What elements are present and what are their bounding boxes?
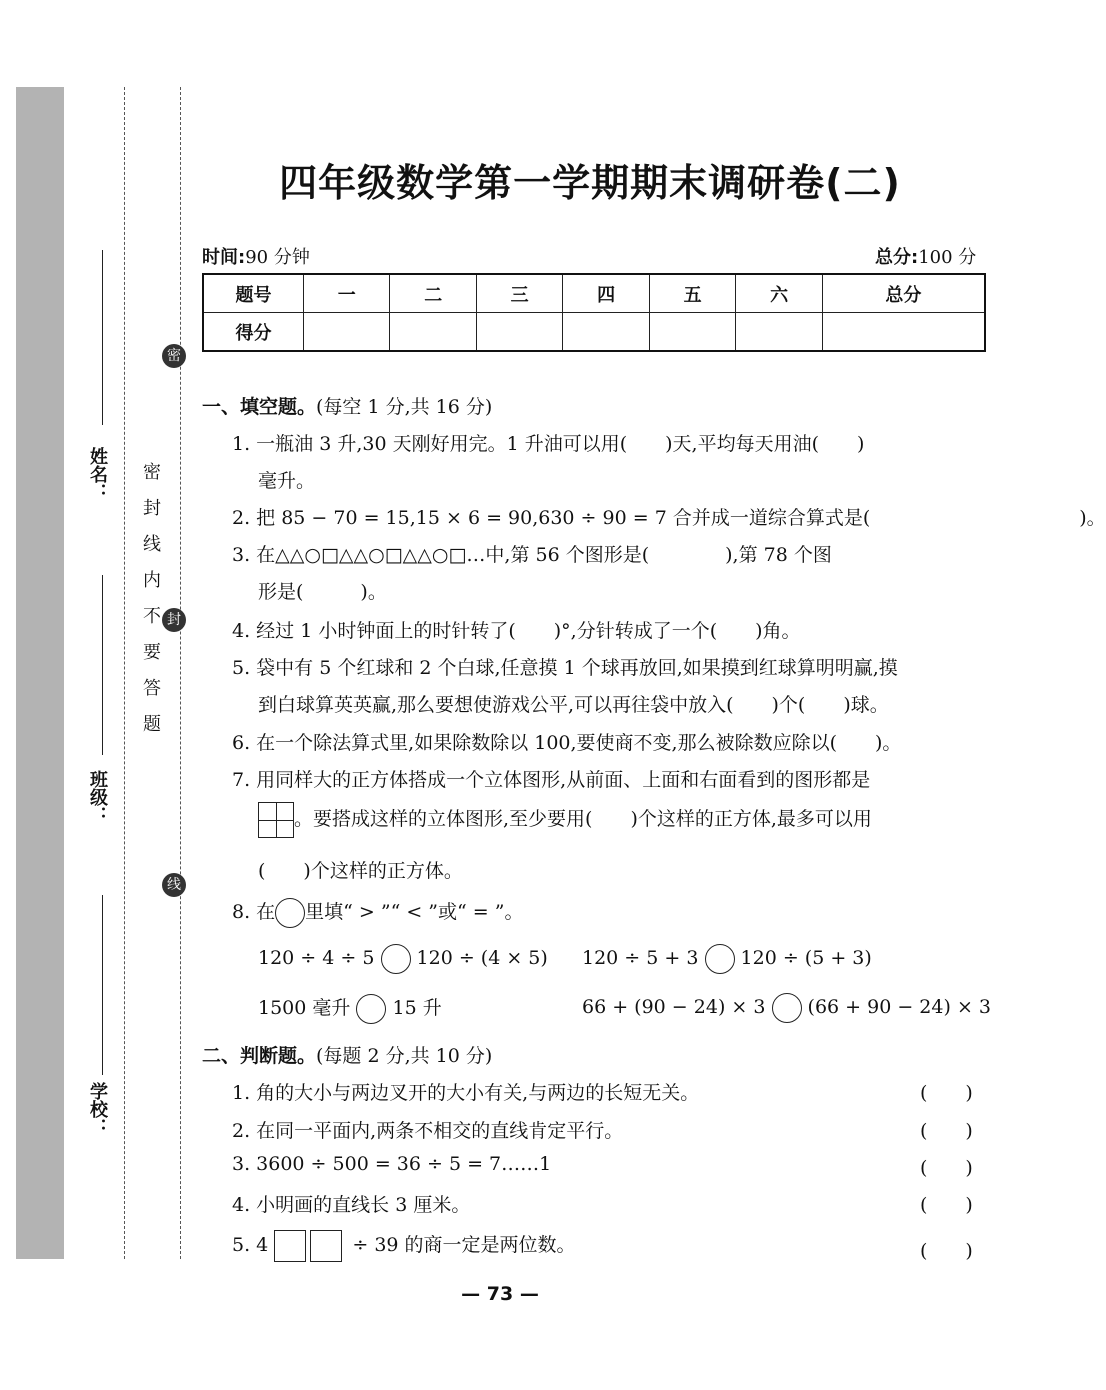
q1-line2: 毫升。: [258, 470, 316, 492]
q2-line: 2. 把 85 − 70 = 15,15 × 6 = 90,630 ÷ 90 = 7 合并成一道综合算式是( )。: [232, 507, 1106, 529]
q5-line2: 到白球算英英赢,那么要想使游戏公平,可以再往袋中放入( )个( )球。: [258, 694, 889, 716]
name-underline: [102, 250, 103, 425]
compare-3-right: 15 升: [392, 997, 442, 1019]
compare-4-left: 66 + (90 − 24) × 3: [582, 996, 766, 1018]
circle-icon: [275, 898, 305, 928]
page-number: — 73 —: [461, 1283, 539, 1305]
score-cell[interactable]: [304, 313, 390, 352]
q5-line1: 5. 袋中有 5 个红球和 2 个白球,任意摸 1 个球再放回,如果摸到红球算明明赢,摸: [232, 657, 898, 679]
school-label: 学校：: [87, 1082, 108, 1136]
q8-post: 里填“ > ”“ < ”或“ = ”。: [305, 901, 524, 923]
compare-3: [258, 993, 442, 1024]
q1-line1: 1. 一瓶油 3 升,30 天刚好用完。1 升油可以用( )天,平均每天用油( ): [232, 433, 865, 455]
judge-q2-answer[interactable]: ( ): [920, 1120, 973, 1142]
q8-pre: 8. 在: [232, 901, 276, 923]
score-header-cell: 四: [563, 274, 649, 313]
total-label: 总分:: [875, 247, 919, 268]
school-underline: [102, 895, 103, 1075]
time-label: 时间:: [202, 247, 246, 268]
page-title: 四年级数学第一学期期末调研卷(二): [279, 161, 901, 205]
section1-note: (每空 1 分,共 16 分): [316, 396, 493, 418]
score-header-row: [203, 274, 985, 313]
q3-line1: 3. 在△△○□△△○□△△○□…中,第 56 个图形是( ),第 78 个图: [232, 544, 832, 566]
compare-2: [582, 944, 872, 974]
q6-line: 6. 在一个除法算式里,如果除数除以 100,要使商不变,那么被除数应除以( )。: [232, 732, 902, 754]
q4-line: 4. 经过 1 小时钟面上的时针转了( )°,分针转成了一个( )角。: [232, 620, 801, 642]
q7-line2: [258, 802, 872, 838]
judge-q5-answer[interactable]: ( ): [920, 1240, 973, 1262]
score-row: [203, 313, 985, 352]
seal-mi: 密: [162, 344, 186, 368]
score-header-cell: 一: [304, 274, 390, 313]
judge-q3-answer[interactable]: ( ): [920, 1157, 973, 1179]
score-header-cell: 三: [476, 274, 562, 313]
name-label: 姓名：: [87, 447, 108, 501]
q7-line2-text: 。要搭成这样的立体图形,至少要用( )个这样的正方体,最多可以用: [294, 808, 872, 830]
score-cell[interactable]: [649, 313, 735, 352]
compare-1-circle[interactable]: [381, 944, 411, 974]
compare-2-circle[interactable]: [705, 944, 735, 974]
compare-3-left: 1500 毫升: [258, 997, 351, 1019]
four-square-grid-icon: [258, 802, 294, 838]
compare-1-left: 120 ÷ 4 ÷ 5: [258, 947, 375, 969]
compare-1: [258, 944, 548, 974]
q8-line: [232, 897, 523, 928]
section2-title: [202, 1041, 492, 1068]
judge-q4: 4. 小明画的直线长 3 厘米。: [232, 1194, 471, 1216]
judge-q4-answer[interactable]: ( ): [920, 1194, 973, 1216]
judge-q5: [232, 1230, 576, 1262]
score-cell[interactable]: [736, 313, 822, 352]
seal-feng: 封: [162, 608, 186, 632]
q7-line3: ( )个这样的正方体。: [258, 860, 463, 882]
score-header-cell: 五: [649, 274, 735, 313]
compare-2-right: 120 ÷ (5 + 3): [740, 947, 872, 969]
time-value: 90 分钟: [245, 247, 310, 268]
section1-heading: 一、填空题。: [202, 396, 317, 418]
section2-heading: 二、判断题。: [202, 1045, 317, 1067]
compare-4-right: (66 + 90 − 24) × 3: [807, 996, 991, 1018]
digit-box[interactable]: [310, 1230, 342, 1262]
seal-notice: 密封线内不要答题: [140, 462, 161, 750]
score-table: [202, 273, 986, 352]
compare-1-right: 120 ÷ (4 × 5): [416, 947, 548, 969]
judge-q5-pre: 5. 4: [232, 1234, 269, 1256]
compare-2-left: 120 ÷ 5 + 3: [582, 947, 699, 969]
seal-xian: 线: [162, 873, 186, 897]
score-header-cell: 总分: [822, 274, 985, 313]
compare-4: [582, 993, 991, 1023]
judge-q1-answer[interactable]: ( ): [920, 1082, 973, 1104]
score-cell[interactable]: [476, 313, 562, 352]
score-cell[interactable]: [822, 313, 985, 352]
cut-line-right: [180, 87, 181, 1259]
score-header-cell: 二: [390, 274, 476, 313]
score-row-label: 得分: [203, 313, 304, 352]
total-info: [875, 243, 976, 269]
section2-note: (每题 2 分,共 10 分): [316, 1045, 493, 1067]
section1-title: [202, 392, 492, 419]
binding-strip: [16, 87, 64, 1259]
compare-4-circle[interactable]: [772, 993, 802, 1023]
compare-3-circle[interactable]: [356, 994, 386, 1024]
score-header-cell: 题号: [203, 274, 304, 313]
score-cell[interactable]: [390, 313, 476, 352]
judge-q3: 3. 3600 ÷ 500 = 36 ÷ 5 = 7……1: [232, 1153, 552, 1175]
judge-q1: 1. 角的大小与两边叉开的大小有关,与两边的长短无关。: [232, 1082, 700, 1104]
judge-q5-post: ÷ 39 的商一定是两位数。: [352, 1234, 576, 1256]
score-cell[interactable]: [563, 313, 649, 352]
class-underline: [102, 575, 103, 755]
digit-box[interactable]: [274, 1230, 306, 1262]
total-value: 100 分: [918, 247, 977, 268]
q7-line1: 7. 用同样大的正方体搭成一个立体图形,从前面、上面和右面看到的图形都是: [232, 769, 871, 791]
time-info: [202, 243, 310, 269]
cut-line-left: [124, 87, 125, 1259]
judge-q2: 2. 在同一平面内,两条不相交的直线肯定平行。: [232, 1120, 624, 1142]
q3-line2: 形是( )。: [258, 581, 387, 603]
class-label: 班级：: [87, 770, 108, 824]
score-header-cell: 六: [736, 274, 822, 313]
